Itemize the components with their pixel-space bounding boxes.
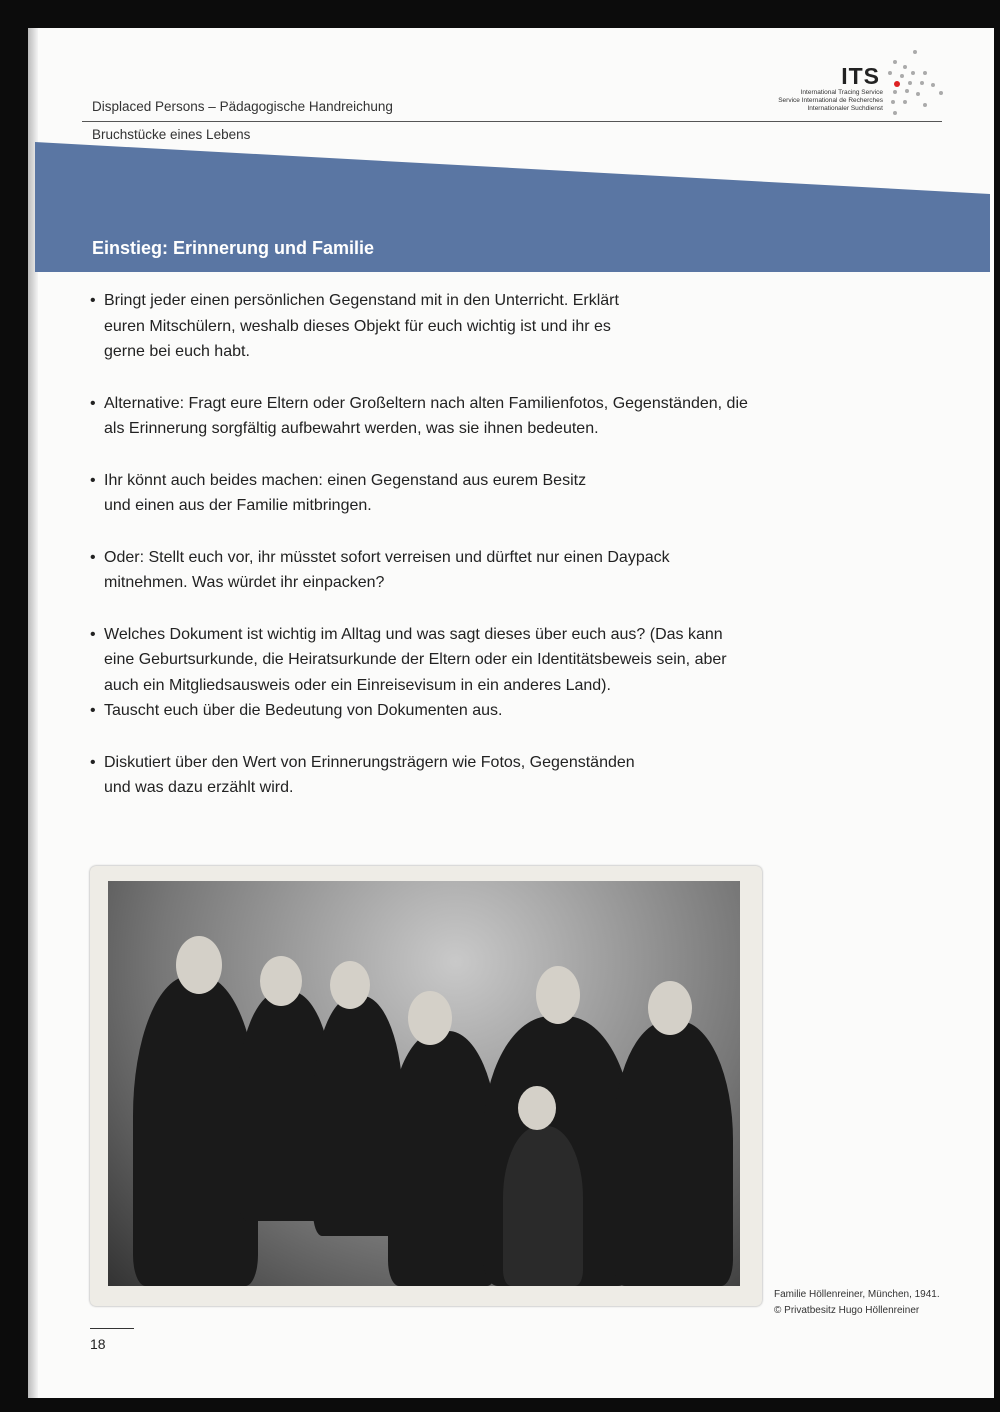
caption-title: Familie Höllenreiner, München, 1941.: [774, 1289, 940, 1300]
task-list: [90, 288, 770, 827]
logo-line: International Tracing Service: [800, 89, 883, 96]
photo-image: [108, 881, 740, 1286]
logo-name: ITS: [841, 63, 880, 89]
list-item: • Oder: Stellt euch vor, ihr müsstet sofort verreisen und dürftet nur einen Daypack mitnehmen. Was würdet ihr einpacken?: [90, 545, 674, 596]
page-number-rule: [90, 1328, 134, 1329]
list-item: • Tauscht euch über die Bedeutung von Dokumenten aus.: [90, 698, 770, 724]
logo-line: Internationaler Suchdienst: [807, 105, 883, 112]
list-item: • Diskutiert über den Wert von Erinnerungsträgern wie Fotos, Gegenständen und was dazu erzählt wird.: [90, 750, 664, 801]
logo-line: Service International de Recherches: [778, 97, 883, 104]
its-logo: [765, 45, 955, 120]
list-item: • Bringt jeder einen persönlichen Gegenstand mit in den Unterricht. Erklärt euren Mitschülern, weshalb dieses Objekt für euch wichtig ist und ihr es gerne bei euch habt.: [90, 288, 624, 365]
family-photo: [90, 866, 762, 1306]
list-item: • Ihr könnt auch beides machen: einen Gegenstand aus eurem Besitz und einen aus der Familie mitbringen.: [90, 468, 604, 519]
section-heading: Einstieg: Erinnerung und Familie: [92, 238, 375, 258]
list-item: • Alternative: Fragt eure Eltern oder Großeltern nach alten Familienfotos, Gegenständen, die als Erinnerung sorgfältig aufbewahrt werden, was sie ihnen bedeuten.: [90, 391, 754, 442]
page-number: 18: [90, 1336, 106, 1352]
caption-credit: © Privatbesitz Hugo Höllenreiner: [774, 1305, 920, 1316]
section-title: Bruchstücke eines Lebens: [92, 127, 251, 142]
publication-title: Displaced Persons – Pädagogische Handreichung: [92, 99, 393, 114]
header-rule: [82, 121, 942, 122]
photo-caption: [774, 1287, 940, 1319]
list-item: • Welches Dokument ist wichtig im Alltag und was sagt dieses über euch aus? (Das kann eine Geburtsurkunde, die Heiratsurkunde der Eltern oder ein Identitätsbeweis sein, aber auch ein Mitgliedsausweis oder ein Einreisevisum in ein anderes Land).: [90, 622, 754, 699]
